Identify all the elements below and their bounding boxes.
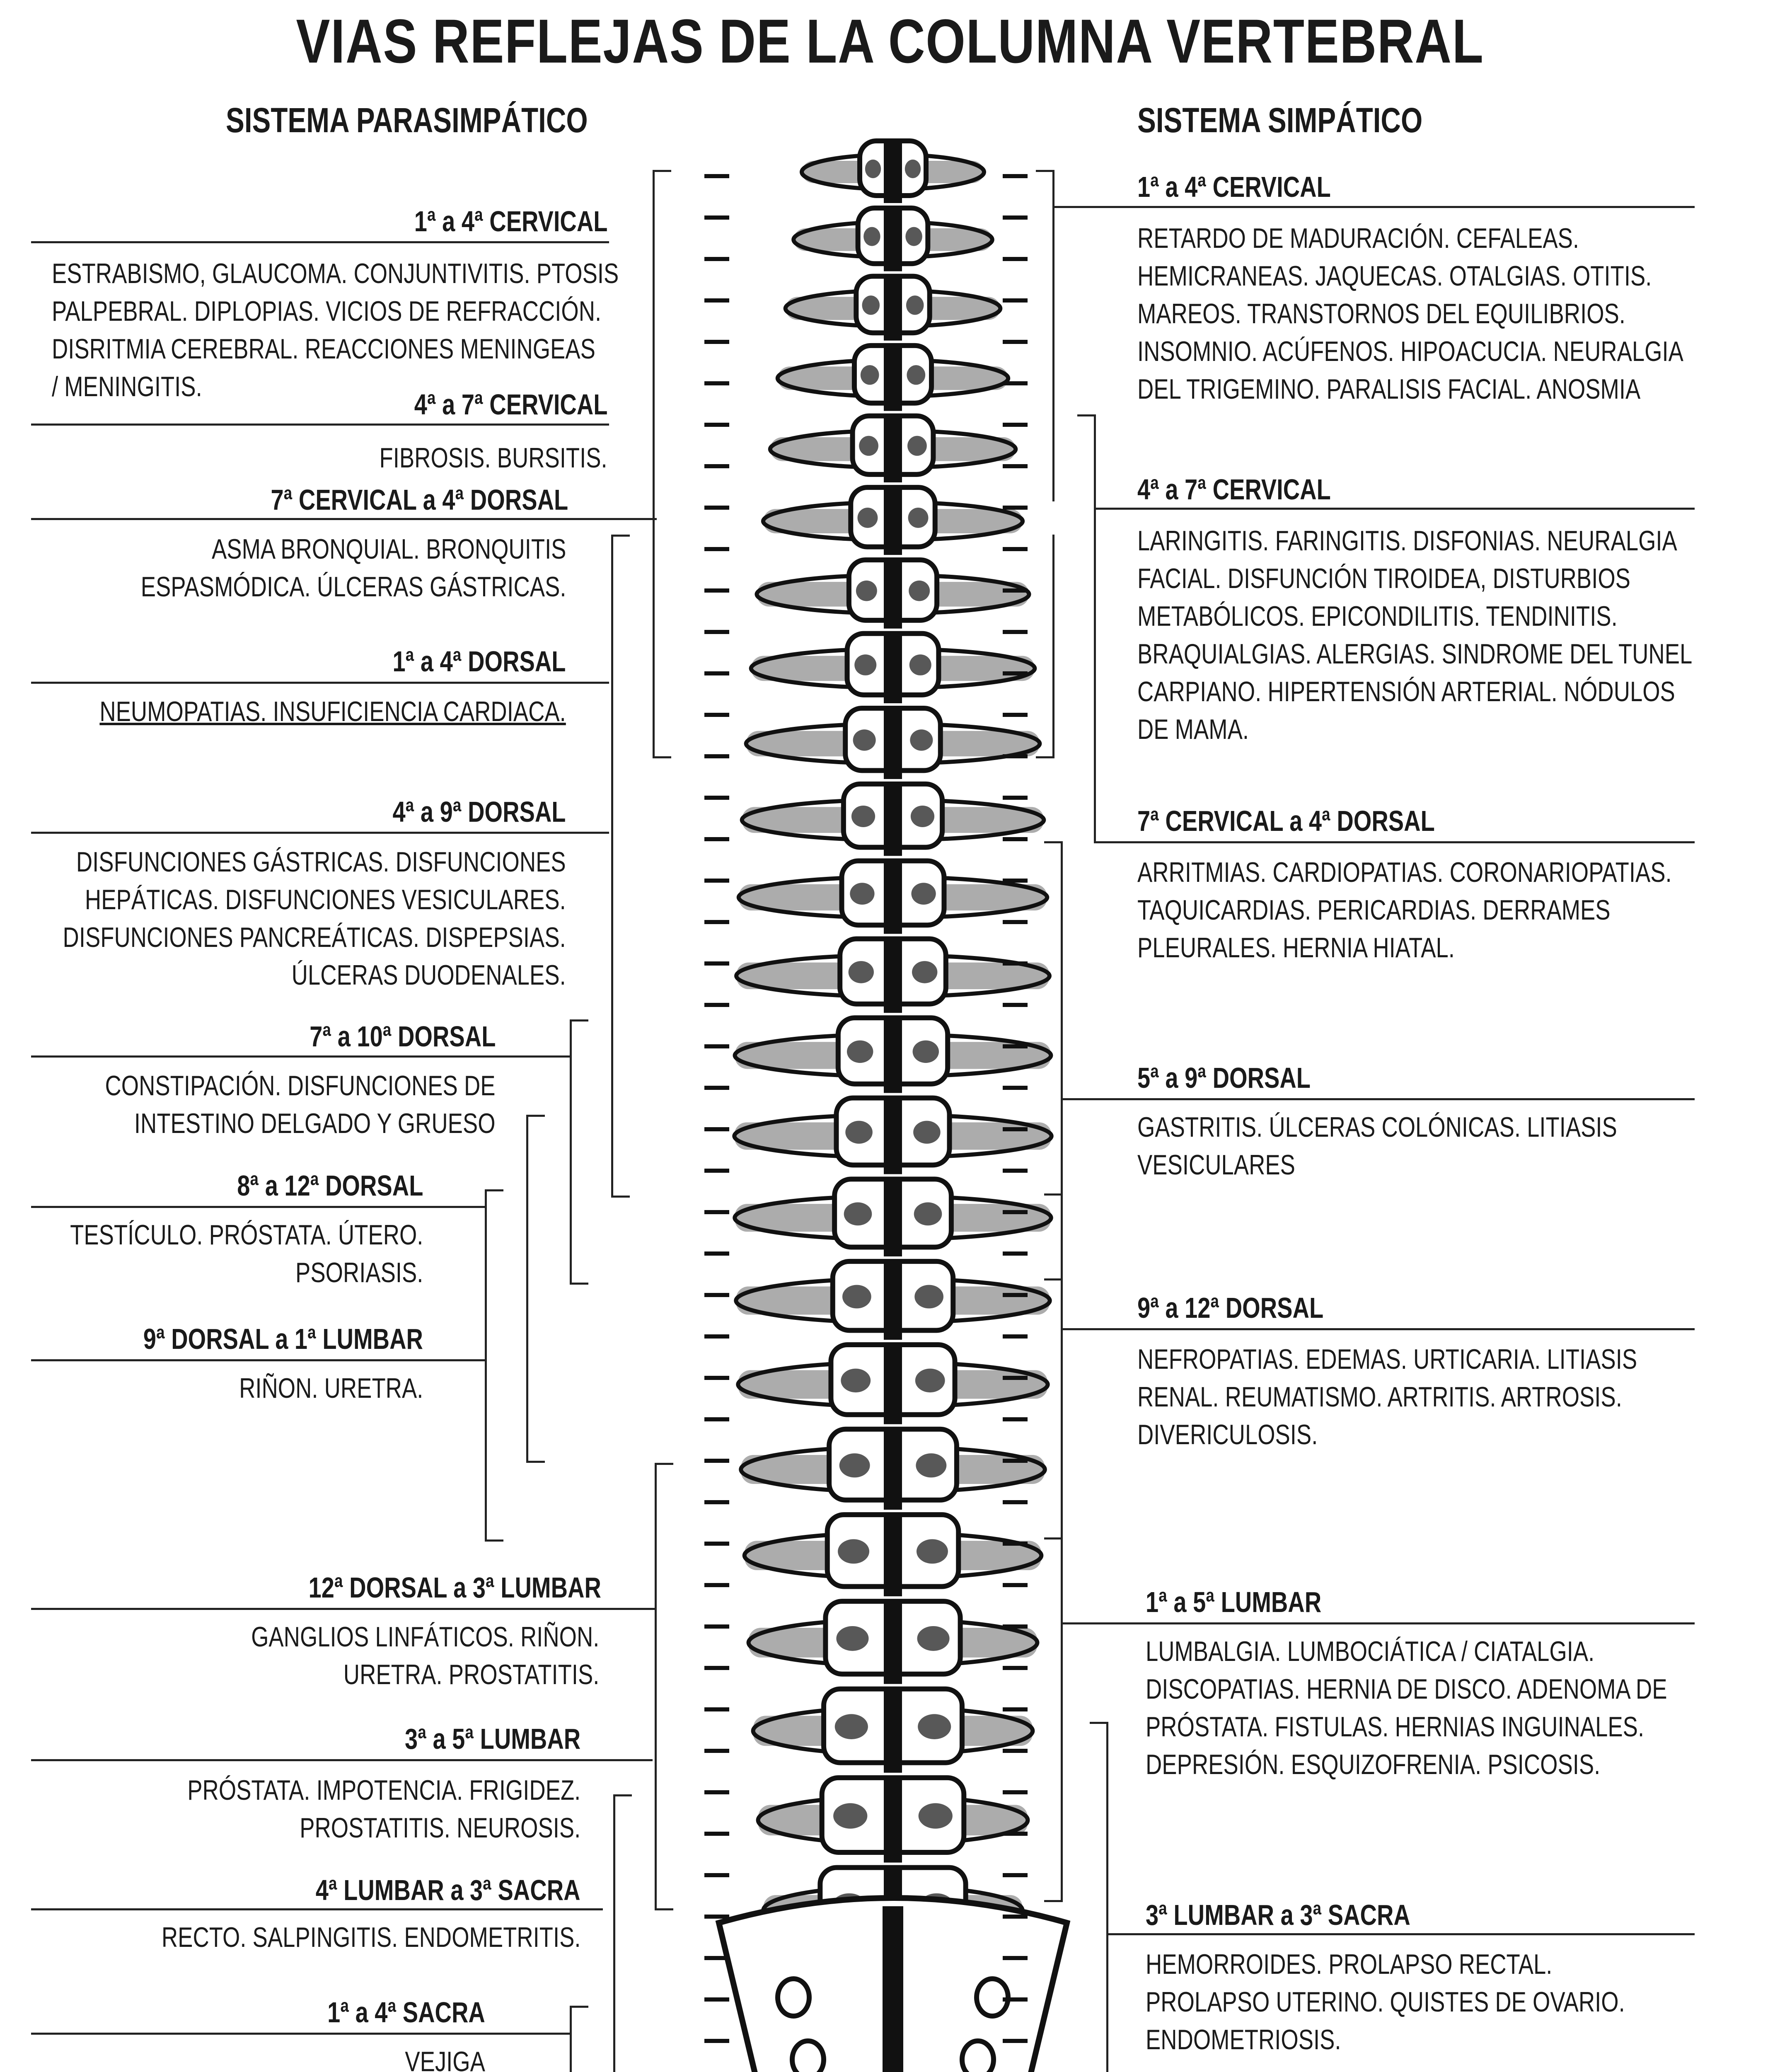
left-section-text: RECTO. SALPINGITIS. ENDOMETRITIS.	[161, 1922, 580, 1953]
right-bracket-cap	[1036, 756, 1054, 758]
right-divider	[1094, 841, 1695, 843]
right-divider	[1061, 1328, 1695, 1330]
left-bracket-cap	[613, 1794, 632, 1796]
left-bracket-cap	[526, 1115, 545, 1117]
right-section-text: LARINGITIS. FARINGITIS. DISFONIAS. NEURALGIA FACIAL. DISFUNCIÓN TIROIDEA, DISTURBIOS METABÓLICOS. EPICONDILITIS. TENDINITIS. BRAQUIALGIAS. ALERGIAS. SINDROME DEL TUNEL CARPIANO. HIPERTENSIÓN ARTERIAL. NÓDULOS DE MAMA.	[1137, 525, 1693, 745]
left-bracket-cap	[570, 1019, 588, 1021]
left-section-heading: 7ª a 10ª DORSAL	[309, 1020, 496, 1053]
right-section-heading: 1ª a 5ª LUMBAR	[1146, 1586, 1322, 1618]
left-section-text: GANGLIOS LINFÁTICOS. RIÑON. URETRA. PROSTATITIS.	[251, 1621, 599, 1690]
right-bracket	[1061, 1193, 1063, 1542]
parasympathetic-header: SISTEMA PARASIMPÁTICO	[226, 101, 588, 140]
left-divider	[31, 1359, 487, 1361]
right-section-heading: 7ª CERVICAL a 4ª DORSAL	[1137, 805, 1435, 837]
left-bracket-cap	[611, 535, 630, 537]
right-section-heading: 1ª a 4ª CERVICAL	[1137, 171, 1331, 203]
left-bracket-cap	[485, 1189, 503, 1191]
right-bracket	[1052, 170, 1054, 501]
left-divider	[31, 1759, 653, 1761]
right-divider	[1061, 1622, 1695, 1624]
left-bracket-cap	[655, 1463, 673, 1465]
left-section-heading: 3ª a 5ª LUMBAR	[404, 1723, 580, 1755]
left-bracket-cap	[653, 170, 671, 172]
right-section-heading: 4ª a 7ª CERVICAL	[1137, 473, 1331, 506]
left-section-heading: 7ª CERVICAL a 4ª DORSAL	[271, 484, 568, 516]
right-divider	[1094, 508, 1695, 510]
right-bracket-cap	[1077, 414, 1096, 416]
right-bracket-cap	[1044, 1193, 1063, 1196]
left-section-heading: 8ª a 12ª DORSAL	[237, 1169, 423, 1202]
left-bracket	[570, 2006, 572, 2072]
left-divider	[31, 682, 609, 684]
right-bracket	[1094, 414, 1096, 841]
left-bracket	[485, 1189, 487, 1542]
left-bracket	[613, 1794, 615, 2072]
left-bracket-cap	[485, 1539, 503, 1542]
right-section-heading: 9ª a 12ª DORSAL	[1137, 1292, 1324, 1324]
left-section-heading: 4ª LUMBAR a 3ª SACRA	[316, 1874, 580, 1906]
left-divider	[31, 1908, 603, 1910]
right-bracket-cap	[1044, 841, 1063, 843]
left-divider	[31, 1055, 570, 1058]
left-divider	[31, 241, 609, 243]
left-section-heading: 9ª DORSAL a 1ª LUMBAR	[143, 1323, 423, 1355]
right-bracket-cap	[1044, 1900, 1063, 1902]
right-section-text: NEFROPATIAS. EDEMAS. URTICARIA. LITIASIS RENAL. REUMATISMO. ARTRITIS. ARTROSIS. DIVERICULOSIS.	[1137, 1343, 1637, 1450]
left-section-text: CONSTIPACIÓN. DISFUNCIONES DE INTESTINO DELGADO Y GRUESO	[105, 1070, 496, 1139]
right-divider	[1106, 1933, 1695, 1935]
left-divider	[31, 1206, 487, 1208]
right-bracket-cap	[1090, 1722, 1108, 1724]
left-bracket	[655, 1463, 657, 1910]
left-bracket	[570, 1019, 572, 1285]
left-section-text: RIÑON. URETRA.	[239, 1372, 423, 1404]
left-section-heading: 12ª DORSAL a 3ª LUMBAR	[308, 1571, 601, 1604]
left-section-text: ESTRABISMO, GLAUCOMA. CONJUNTIVITIS. PTOSIS PALPEBRAL. DIPLOPIAS. VICIOS DE REFRACCIÓN. DISRITMIA CEREBRAL. REACCIONES MENINGEAS / MENINGITIS.	[52, 258, 619, 402]
right-section-text: RETARDO DE MADURACIÓN. CEFALEAS. HEMICRANEAS. JAQUECAS. OTALGIAS. OTITIS. MAREOS. TRANSTORNOS DEL EQUILIBRIOS. INSOMNIO. ACÚFENOS. HIPOACUCIA. NEURALGIA DEL TRIGEMINO. PARALISIS FACIAL. ANOSMIA	[1137, 223, 1683, 405]
left-section-heading: 1ª a 4ª CERVICAL	[414, 205, 607, 237]
right-bracket-cap	[1036, 170, 1054, 172]
left-section-heading: 1ª a 4ª DORSAL	[392, 645, 566, 678]
right-bracket	[1052, 535, 1054, 758]
left-section-text: ASMA BRONQUIAL. BRONQUITIS ESPASMÓDICA. ÚLCERAS GÁSTRICAS.	[140, 533, 566, 603]
page-title: VIAS REFLEJAS DE LA COLUMNA VERTEBRAL	[296, 6, 1484, 76]
left-divider	[31, 832, 609, 834]
right-section-text: HEMORROIDES. PROLAPSO RECTAL. PROLAPSO UTERINO. QUISTES DE OVARIO. ENDOMETRIOSIS.	[1146, 1949, 1625, 2055]
right-section-text: LUMBALGIA. LUMBOCIÁTICA / CIATALGIA. DISCOPATIAS. HERNIA DE DISCO. ADENOMA DE PRÓSTATA. FISTULAS. HERNIAS INGUINALES. DEPRESIÓN. ESQUIZOFRENIA. PSICOSIS.	[1146, 1636, 1667, 1780]
left-section-text: NEUMOPATIAS. INSUFICIENCIA CARDIACA.	[99, 696, 566, 727]
left-bracket-cap	[570, 2006, 588, 2008]
right-bracket	[1106, 1722, 1108, 2072]
right-section-heading: 3ª LUMBAR a 3ª SACRA	[1146, 1899, 1410, 1931]
left-section-text: TESTÍCULO. PRÓSTATA. ÚTERO. PSORIASIS.	[70, 1219, 423, 1288]
left-bracket-cap	[570, 1283, 588, 1285]
right-divider	[1061, 1098, 1695, 1100]
left-bracket-cap	[653, 756, 671, 758]
right-bracket-cap	[1044, 1278, 1063, 1280]
left-section-heading: 1ª a 4ª SACRA	[327, 1996, 485, 2028]
right-bracket	[1061, 1537, 1063, 1902]
left-divider	[31, 2033, 570, 2035]
left-bracket-cap	[655, 1908, 673, 1910]
left-section-text: VEJIGA	[405, 2046, 485, 2072]
left-divider	[31, 424, 609, 426]
right-section-text: GASTRITIS. ÚLCERAS COLÓNICAS. LITIASIS VESICULARES	[1137, 1111, 1617, 1181]
left-divider	[31, 1608, 657, 1610]
left-bracket	[611, 535, 613, 1198]
left-section-text: PRÓSTATA. IMPOTENCIA. FRIGIDEZ. PROSTATITIS. NEUROSIS.	[187, 1774, 580, 1844]
left-bracket-cap	[526, 1461, 545, 1463]
left-section-heading: 4ª a 7ª CERVICAL	[414, 388, 607, 421]
left-bracket	[526, 1115, 528, 1463]
left-bracket	[653, 170, 655, 758]
right-section-text: ARRITMIAS. CARDIOPATIAS. CORONARIOPATIAS. TAQUICARDIAS. PERICARDIAS. DERRAMES PLEURALES. HERNIA HIATAL.	[1137, 857, 1672, 963]
left-section-text: FIBROSIS. BURSITIS.	[379, 442, 607, 474]
left-divider	[31, 518, 657, 520]
right-divider	[1052, 206, 1695, 208]
right-section-heading: 5ª a 9ª DORSAL	[1137, 1062, 1311, 1094]
right-bracket-cap	[1044, 1537, 1063, 1539]
left-bracket-cap	[611, 1196, 630, 1198]
left-section-text: DISFUNCIONES GÁSTRICAS. DISFUNCIONES HEPÁTICAS. DISFUNCIONES VESICULARES. DISFUNCIONES PANCREÁTICAS. DISPEPSIAS. ÚLCERAS DUODENALES.	[63, 846, 566, 991]
sympathetic-header: SISTEMA SIMPÁTICO	[1137, 101, 1423, 140]
left-section-heading: 4ª a 9ª DORSAL	[392, 796, 566, 828]
